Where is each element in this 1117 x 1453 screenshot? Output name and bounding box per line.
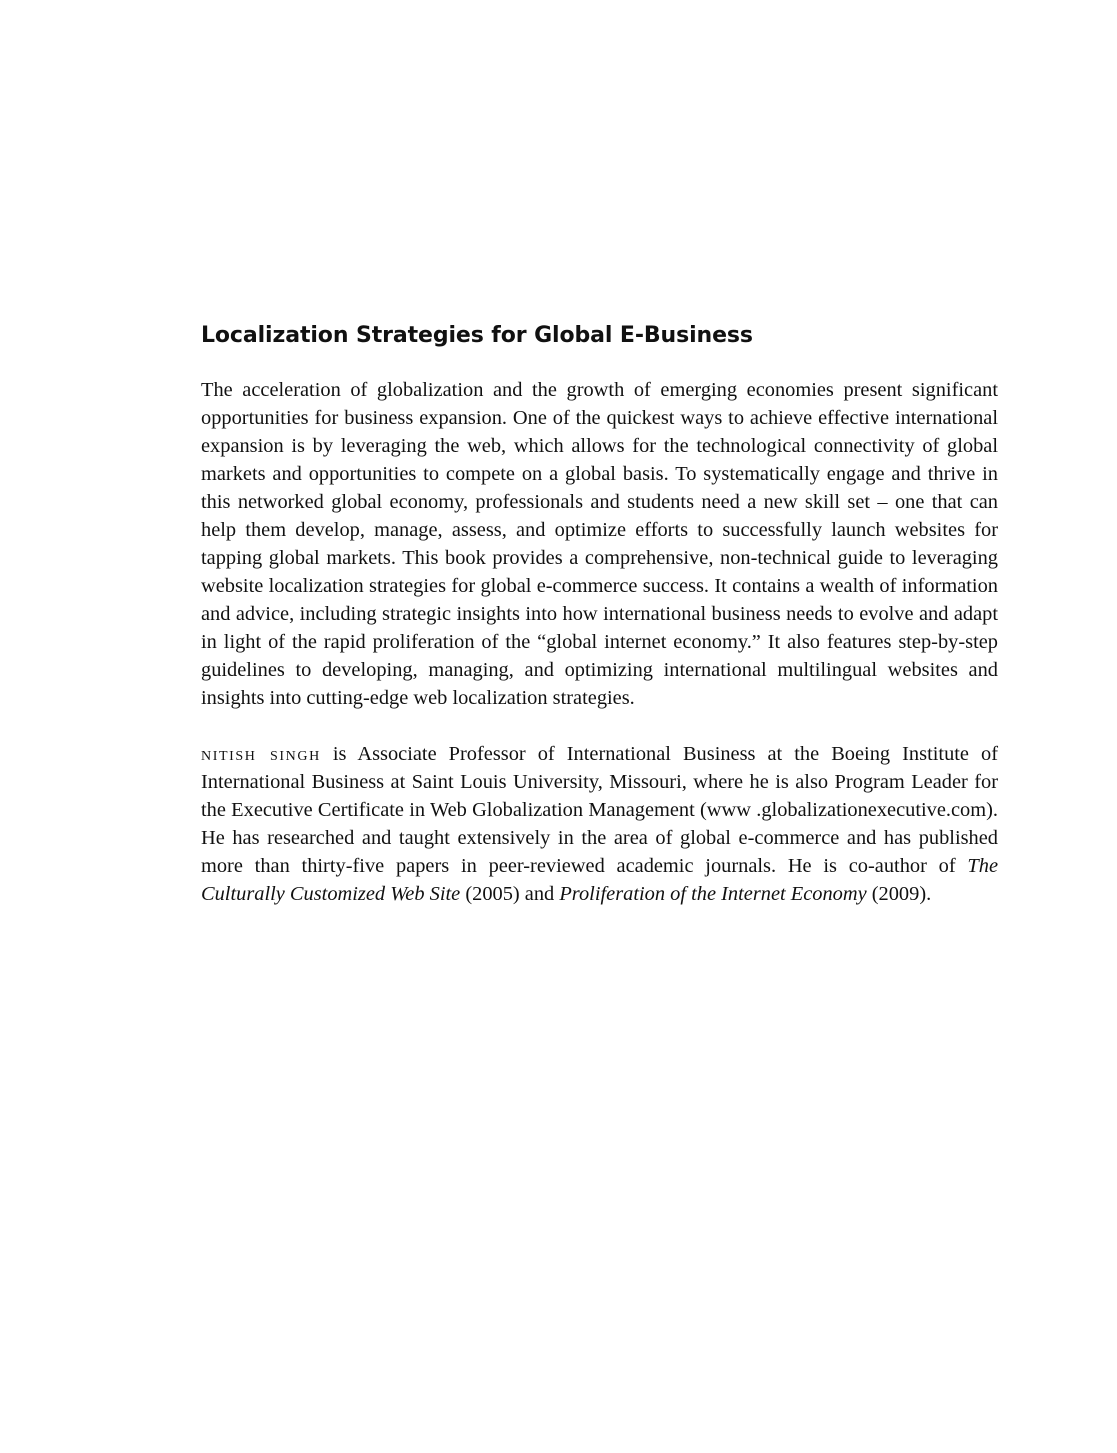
back-cover-text: [201, 318, 998, 908]
book-description: The acceleration of globalization and the growth of emerging economies present significant opportunities for business expansion. One of the quickest ways to achieve effective international expansion is by leveraging the web, which allows for the technological connectivity of global markets and opportunities to compete on a global basis. To systematically engage and thrive in this networked global economy, professionals and students need a new skill set – one that can help them develop, manage, assess, and optimize efforts to successfully launch websites for tapping global markets. This book provides a comprehensive, non-technical guide to leveraging website localization strategies for global e-commerce success. It contains a wealth of information and advice, including strategic insights into how international business needs to evolve and adapt in light of the rapid proliferation of the “global internet economy.” It also features step-by-step guidelines to developing, managing, and optimizing international multilingual websites and insights into cutting-edge web localization strategies.: [201, 379, 998, 709]
bio-text-1: is Associate Professor of International Business at the Boeing Institute of International Business at Saint Louis University, Missouri, where he is also Program Leader for the Executive Certificate in Web Globalization Management (www .globalizationexecutive.com). He has researched and taught extensively in the area of global e-commerce and has published more than thirty-five papers in peer-reviewed academic journals. He is co-author of: [201, 743, 998, 877]
book-reference-2: Proliferation of the Internet Economy: [559, 883, 867, 905]
author-name: nitish singh: [201, 743, 321, 765]
bio-text-2: (2005) and: [460, 883, 560, 905]
book-reference-1: The Culturally Customized Web Site: [201, 855, 998, 905]
author-bio: [201, 740, 998, 908]
bio-text-3: (2009).: [866, 883, 932, 905]
book-title: Localization Strategies for Global E-Business: [201, 323, 753, 348]
